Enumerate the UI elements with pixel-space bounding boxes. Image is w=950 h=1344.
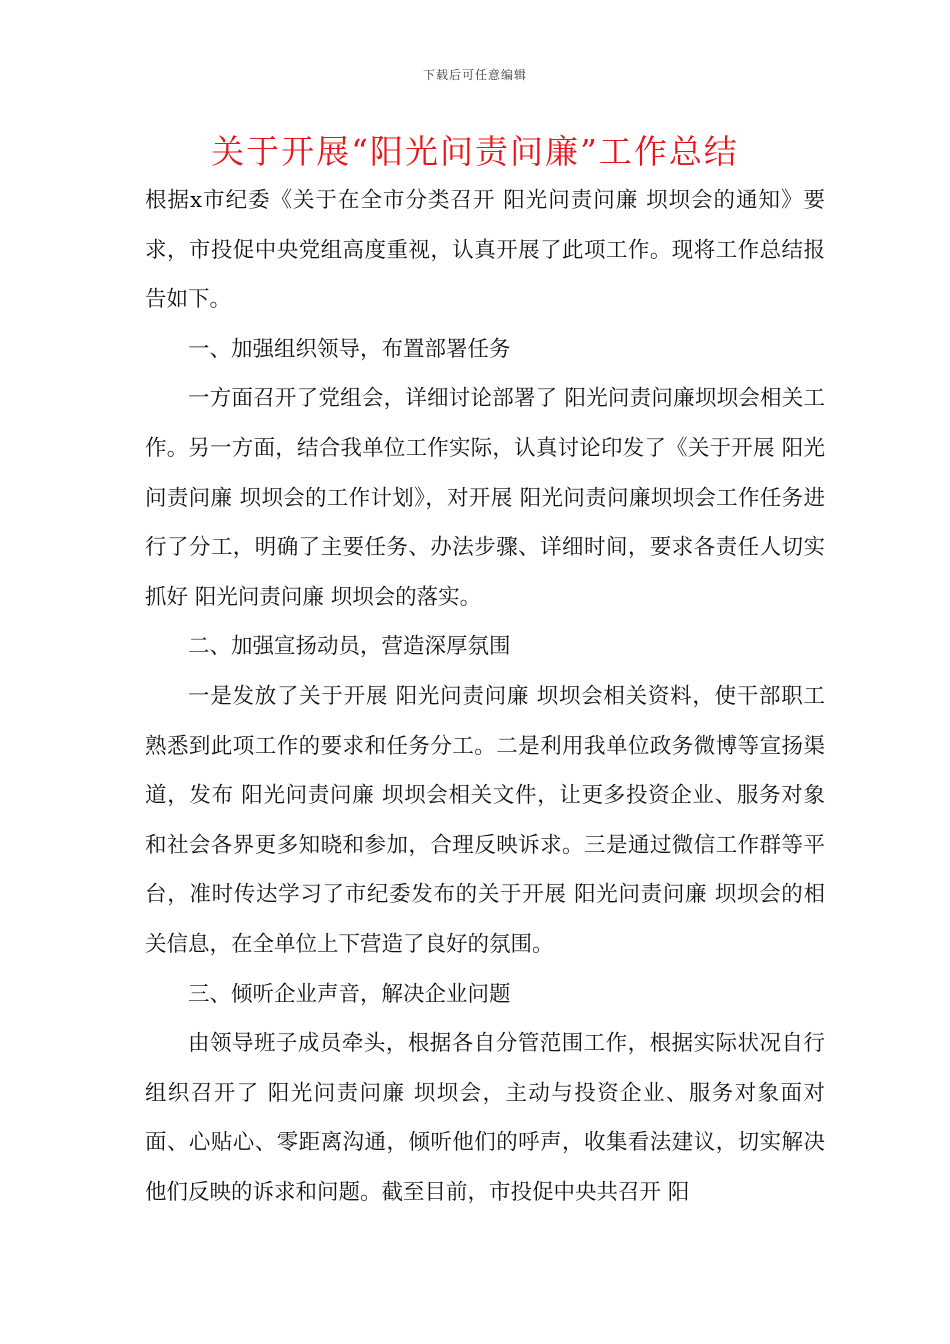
intro-paragraph: 根据x市纪委《关于在全市分类召开 阳光问责问廉 坝坝会的通知》要求，市投促中央党组高度重视，认真开展了此项工作。现将工作总结报告如下。 — [145, 188, 825, 313]
section-heading-2: 二、加强宣扬动员，营造深厚氛围 — [188, 634, 511, 660]
body-paragraph: 一是发放了关于开展 阳光问责问廉 坝坝会相关资料，使干部职工熟悉到此项工作的要求和任务分工。二是利用我单位政务微博等宣扬渠道，发布 阳光问责问廉 坝坝会相关文件，让更多投资企业、服务对象和社会各界更多知晓和参加，合理反映诉求。三是通过微信工作群等平台，准时传达学习了市纪委发布的关于开展 阳光问责问廉 坝坝会的相关信息，在全单位上下营造了良好的氛围。 — [145, 683, 825, 957]
section-heading-3: 三、倾听企业声音，解决企业问题 — [188, 981, 511, 1007]
document-body — [145, 176, 825, 1217]
document-title: 关于开展“阳光问责问廉”工作总结 — [211, 132, 739, 171]
section-heading-1: 一、加强组织领导，布置部署任务 — [188, 336, 511, 362]
header-note: 下载后可任意编辑 — [422, 68, 527, 82]
body-paragraph: 一方面召开了党组会，详细讨论部署了 阳光问责问廉坝坝会相关工作。另一方面，结合我单位工作实际，认真讨论印发了《关于开展 阳光问责问廉 坝坝会的工作计划》，对开展 阳光问责问廉坝坝会工作任务进行了分工，明确了主要任务、办法步骤、详细时间，要求各责任人切实抓好 阳光问责问廉 坝坝会的落实。 — [145, 386, 825, 610]
body-paragraph: 由领导班子成员牵头，根据各自分管范围工作，根据实际状况自行组织召开了 阳光问责问廉 坝坝会，主动与投资企业、服务对象面对面、心贴心、零距离沟通，倾听他们的呼声，收集看法建议，切实解决他们反映的诉求和问题。截至目前，市投促中央共召开 阳 — [145, 1031, 825, 1205]
